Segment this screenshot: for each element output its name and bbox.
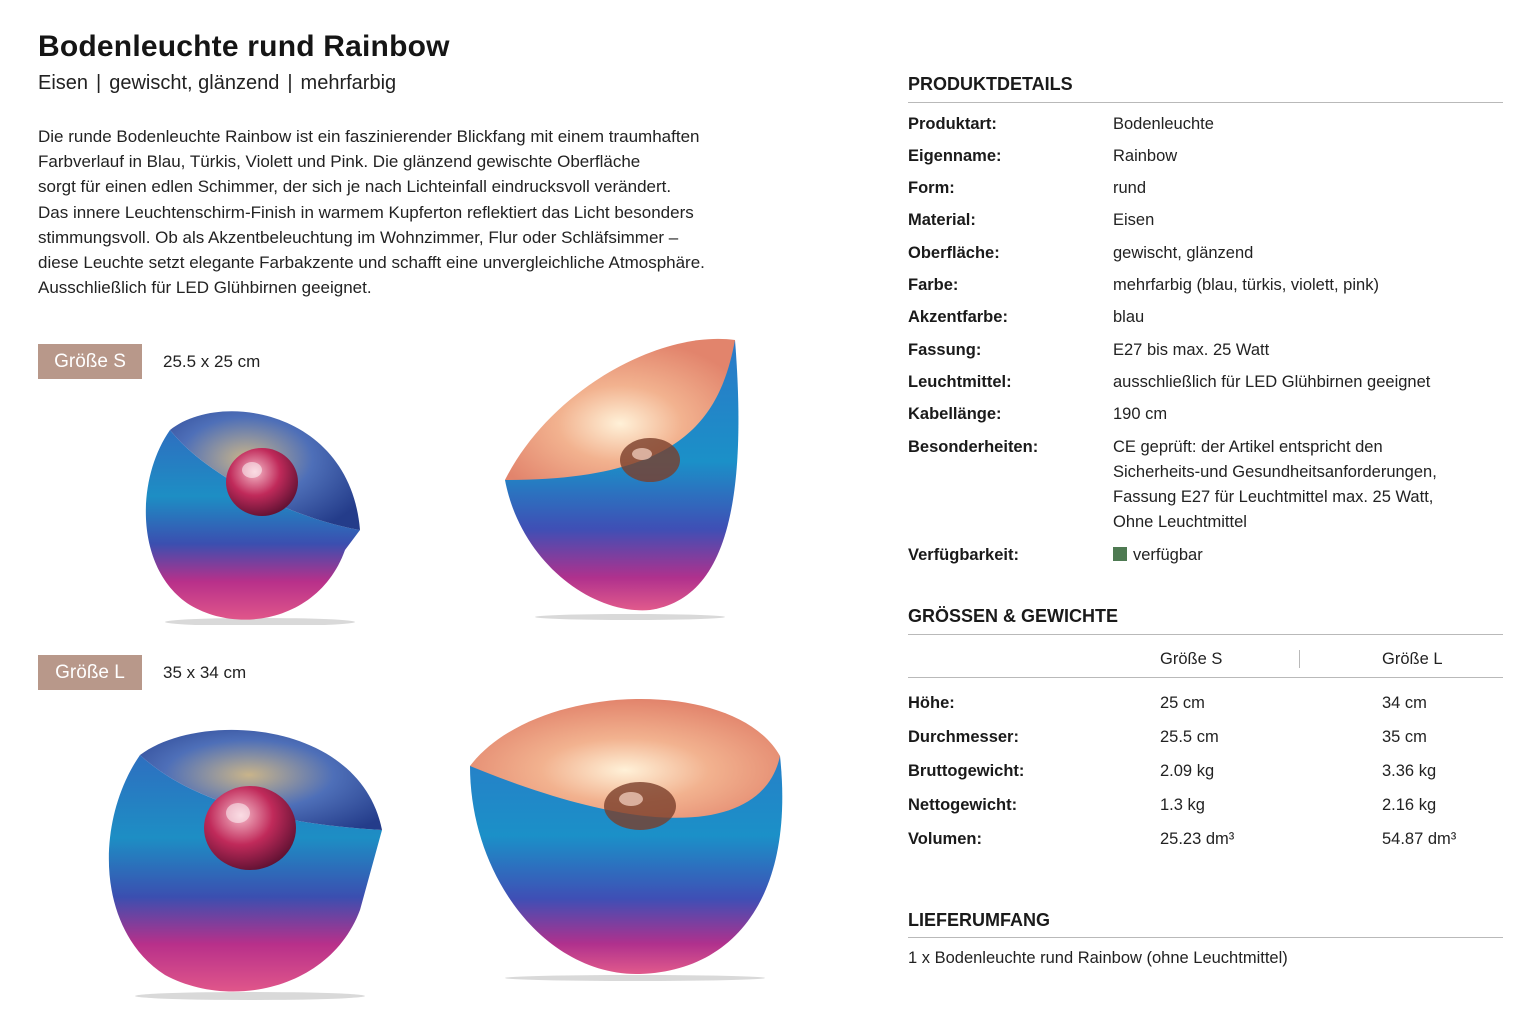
value-size-s: 2.09 kg xyxy=(1160,762,1215,780)
lamp-large-tilted-image xyxy=(90,710,390,1000)
detail-value: Bodenleuchte xyxy=(1113,115,1214,133)
value-size-l: 34 cm xyxy=(1382,694,1427,712)
special-line: CE geprüft: der Artikel entspricht den xyxy=(1113,438,1383,456)
dimensions-heading: GRÖSSEN & GEWICHTE xyxy=(908,606,1119,626)
row-label: Höhe: xyxy=(908,694,955,712)
availability-indicator-icon xyxy=(1113,547,1127,561)
details-heading: PRODUKTDETAILS xyxy=(908,74,1073,94)
dimensions-header-divider xyxy=(908,677,1503,678)
value-size-l: 35 cm xyxy=(1382,728,1427,746)
details-divider xyxy=(908,102,1503,103)
detail-label: Leuchtmittel: xyxy=(908,373,1012,391)
description-line: stimmungsvoll. Ob als Akzentbeleuchtung im Wohnzimmer, Flur oder Schläfsimmer – xyxy=(38,227,679,247)
row-label: Nettogewicht: xyxy=(908,796,1018,814)
delivery-divider xyxy=(908,937,1503,938)
delivery-text: 1 x Bodenleuchte rund Rainbow (ohne Leuchtmittel) xyxy=(908,949,1288,967)
subtitle-separator: | xyxy=(287,72,293,94)
detail-value xyxy=(1113,435,1437,535)
description-line: Farbverlauf in Blau, Türkis, Violett und Pink. Die glänzend gewischte Oberfläche xyxy=(38,152,641,172)
detail-value: mehrfarbig (blau, türkis, violett, pink) xyxy=(1113,276,1379,294)
value-size-s: 25.23 dm³ xyxy=(1160,830,1235,848)
dimensions-divider xyxy=(908,634,1503,635)
value-size-s: 1.3 kg xyxy=(1160,796,1205,814)
subtitle-separator: | xyxy=(96,72,102,94)
description-line: sorgt für einen edlen Schimmer, der sich je nach Lichteinfall eindrucksvoll verändert. xyxy=(38,177,672,197)
lamp-small-open-image xyxy=(500,330,750,620)
detail-label: Verfügbarkeit: xyxy=(908,546,1019,564)
value-size-s: 25 cm xyxy=(1160,694,1205,712)
detail-value: gewischt, glänzend xyxy=(1113,244,1254,262)
detail-label: Kabellänge: xyxy=(908,405,1002,423)
detail-label: Produktart: xyxy=(908,115,997,133)
column-separator xyxy=(1299,650,1300,668)
size-s-dimensions: 25.5 x 25 cm xyxy=(163,352,261,371)
description-line: Die runde Bodenleuchte Rainbow ist ein faszinierender Blickfang mit einem traumhaften xyxy=(38,127,700,146)
detail-label: Form: xyxy=(908,179,955,197)
value-size-l: 54.87 dm³ xyxy=(1382,830,1457,848)
detail-value: 190 cm xyxy=(1113,405,1168,423)
lamp-small-tilted-image xyxy=(130,390,380,625)
detail-label: Oberfläche: xyxy=(908,244,1000,262)
detail-label: Material: xyxy=(908,211,976,229)
column-header-size-s: Größe S xyxy=(1160,650,1223,668)
detail-value: rund xyxy=(1113,179,1147,197)
subtitle-surface: gewischt, glänzend xyxy=(109,72,280,94)
value-size-l: 3.36 kg xyxy=(1382,762,1437,780)
description-line: Das innere Leuchtenschirm-Finish in warmem Kupferton reflektiert das Licht besonders xyxy=(38,202,694,222)
detail-value: Eisen xyxy=(1113,211,1155,229)
product-title: Bodenleuchte rund Rainbow xyxy=(38,30,450,63)
value-size-l: 2.16 kg xyxy=(1382,796,1437,814)
subtitle-material: Eisen xyxy=(38,72,89,94)
detail-label: Eigenname: xyxy=(908,147,1002,165)
special-line: Fassung E27 für Leuchtmittel max. 25 Watt, xyxy=(1113,488,1434,506)
detail-label: Farbe: xyxy=(908,276,959,294)
detail-label: Fassung: xyxy=(908,341,982,359)
size-l-dimensions: 35 x 34 cm xyxy=(163,663,247,682)
column-header-size-l: Größe L xyxy=(1382,650,1443,668)
special-line: Ohne Leuchtmittel xyxy=(1113,513,1247,531)
availability-text: verfügbar xyxy=(1133,546,1203,564)
size-s-badge: Größe S xyxy=(38,344,142,379)
description-line: diese Leuchte setzt elegante Farbakzente und schafft eine unvergleichliche Atmosphäre. xyxy=(38,253,705,273)
detail-value: Rainbow xyxy=(1113,147,1178,165)
lamp-large-open-image xyxy=(465,676,805,981)
detail-value xyxy=(1113,543,1203,568)
row-label: Bruttogewicht: xyxy=(908,762,1025,780)
subtitle-color: mehrfarbig xyxy=(300,72,397,94)
detail-value: blau xyxy=(1113,308,1145,326)
delivery-heading: LIEFERUMFANG xyxy=(908,910,1050,930)
detail-label: Besonderheiten: xyxy=(908,438,1039,456)
product-description xyxy=(38,124,778,300)
description-line: Ausschließlich für LED Glühbirnen geeignet. xyxy=(38,278,372,298)
product-subtitle xyxy=(38,72,396,95)
special-line: Sicherheits-und Gesundheitsanforderungen, xyxy=(1113,463,1437,481)
row-label: Durchmesser: xyxy=(908,728,1019,746)
size-l-badge: Größe L xyxy=(38,655,142,690)
row-label: Volumen: xyxy=(908,830,982,848)
detail-value: ausschließlich für LED Glühbirnen geeignet xyxy=(1113,373,1431,391)
detail-label: Akzentfarbe: xyxy=(908,308,1008,326)
value-size-s: 25.5 cm xyxy=(1160,728,1219,746)
detail-value: E27 bis max. 25 Watt xyxy=(1113,341,1270,359)
